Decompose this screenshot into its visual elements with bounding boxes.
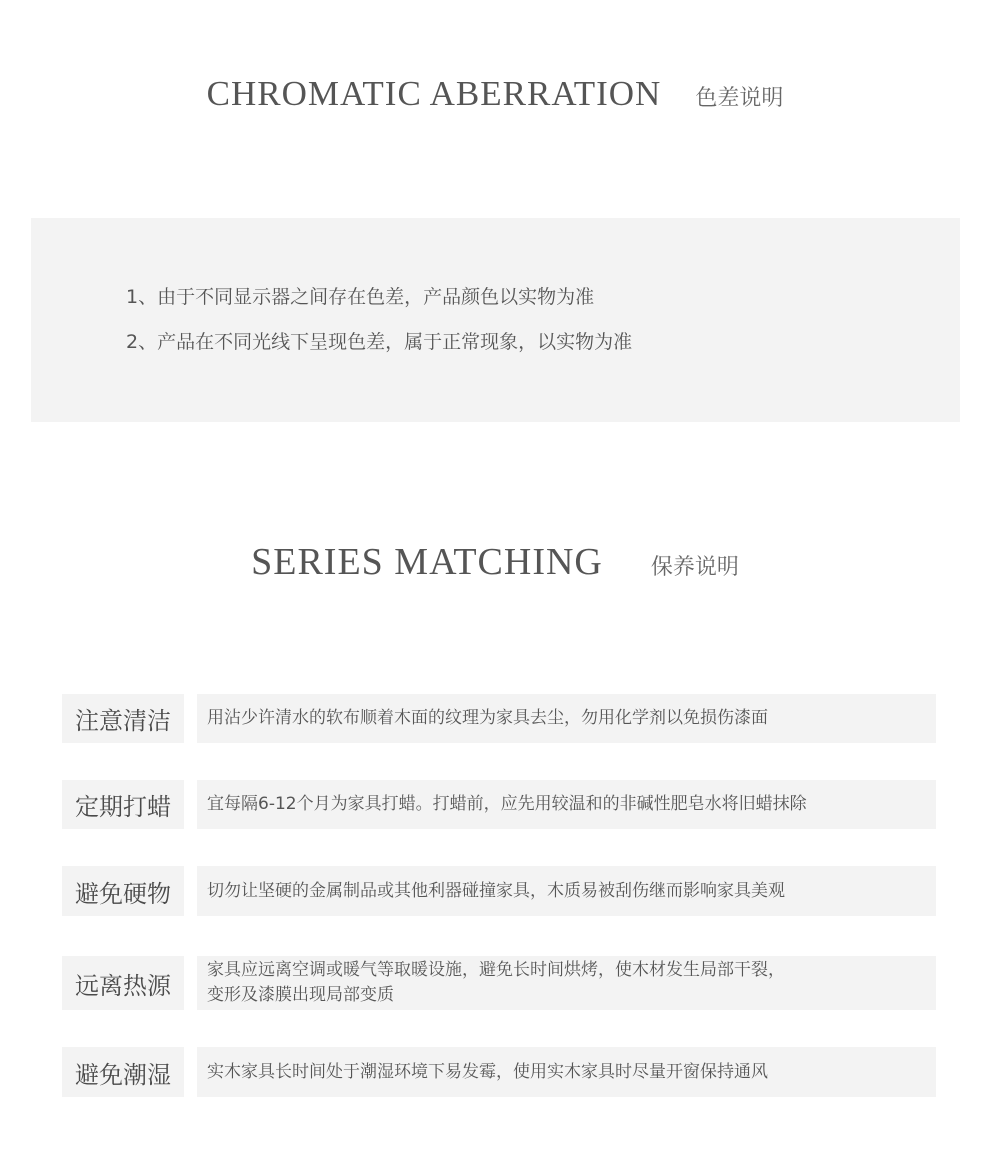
care-text-cleaning: 用沾少许清水的软布顺着木面的纹理为家具去尘，勿用化学剂以免损伤漆面	[197, 694, 936, 743]
care-text-heat-lines	[207, 958, 785, 1008]
care-text-heat	[197, 956, 936, 1010]
color-note: 2、产品在不同光线下呈现色差，属于正常现象，以实物为准	[126, 331, 633, 353]
care-section-title-zh: 保养说明	[650, 555, 739, 580]
care-label-humidity: 避免潮湿	[62, 1047, 184, 1097]
care-label-hard-objects: 避免硬物	[62, 866, 184, 916]
color-note: 1、由于不同显示器之间存在色差，产品颜色以实物为准	[126, 286, 595, 308]
care-section-title-en: SERIES MATCHING	[251, 541, 603, 583]
care-text-heat-line2: 变形及漆膜出现局部变质	[207, 985, 394, 1005]
care-text-heat-line1: 家具应远离空调或暖气等取暖设施，避免长时间烘烤，使木材发生局部干裂，	[207, 960, 785, 980]
care-text-waxing: 宜每隔6-12个月为家具打蜡。打蜡前，应先用较温和的非碱性肥皂水将旧蜡抹除	[197, 780, 936, 829]
care-text-hard-objects: 切勿让坚硬的金属制品或其他利器碰撞家具，木质易被刮伤继而影响家具美观	[197, 866, 936, 916]
color-section-title-zh: 色差说明	[695, 86, 784, 111]
care-label-cleaning: 注意清洁	[62, 694, 184, 743]
care-label-waxing: 定期打蜡	[62, 780, 184, 829]
care-section-heading	[0, 540, 990, 584]
care-text-humidity: 实木家具长时间处于潮湿环境下易发霉，使用实木家具时尽量开窗保持通风	[197, 1047, 936, 1097]
color-section-title-en: CHROMATIC ABERRATION	[206, 74, 662, 113]
color-section-heading	[0, 74, 990, 114]
color-notes-panel	[31, 218, 960, 422]
care-label-heat: 远离热源	[62, 956, 184, 1010]
